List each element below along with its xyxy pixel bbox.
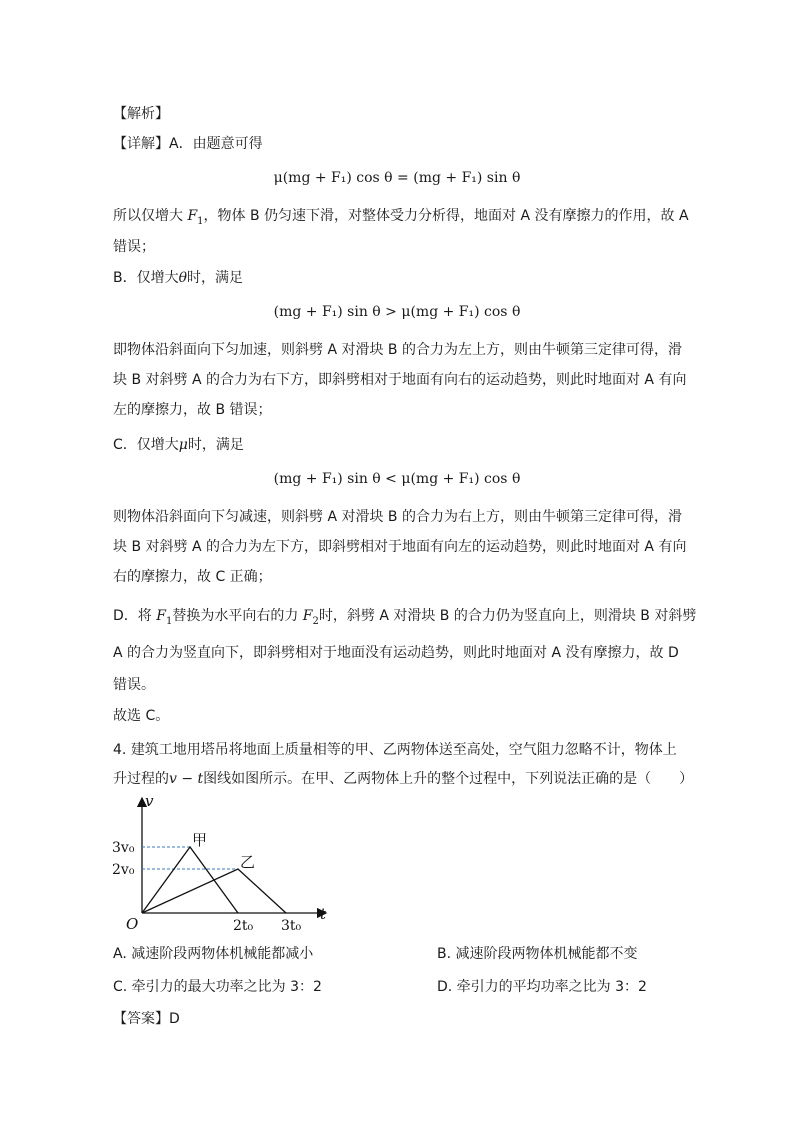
detail-label: 【详解】 (113, 136, 169, 152)
option-d-text-line1: D．将 $F_1$替换为水平向右的力 $F_2$时，斜劈 A 对滑块 B 的合力仍为竖直向上，则滑块 B 对斜劈 (113, 608, 697, 627)
x-tick-label-2: 3t₀ (281, 918, 302, 934)
option-a-intro: A．由题意可得 (169, 136, 263, 152)
theta-symbol: θ (178, 270, 188, 286)
option-d[interactable]: D. 牵引力的平均功率之比为 3：2 (437, 979, 647, 995)
y-tick-label-2: 2v₀ (112, 862, 135, 878)
question-stem-line1: 4. 建筑工地用塔吊将地面上质量相等的甲、乙两物体送至高处，空气阻力忽略不计，物体上 (113, 742, 677, 758)
vt-graph (110, 792, 340, 942)
vt-symbol: v − t (169, 771, 204, 787)
option-c-intro: C．仅增大μ时，满足 (113, 437, 244, 453)
answer: 【答案】D (113, 1011, 180, 1027)
mu-symbol: μ (178, 437, 188, 453)
series-line-2 (142, 869, 286, 913)
option-c-text-line3: 右的摩擦力，故 C 正确； (113, 569, 272, 585)
option-c[interactable]: C. 牵引力的最大功率之比为 3：2 (113, 979, 322, 995)
equation-1: μ(mg + F₁) cos θ = (mg + F₁) sin θ (273, 170, 521, 186)
equation-3: (mg + F₁) sin θ < μ(mg + F₁) cos θ (273, 471, 521, 487)
option-c-text-line2: 块 B 对斜劈 A 的合力为左下方，即斜劈相对于地面有向左的运动趋势，则此时地面对 A 有向 (113, 539, 687, 555)
origin-label: O (126, 915, 139, 933)
x-axis-label: t (320, 905, 327, 923)
option-a[interactable]: A. 减速阶段两物体机械能都减小 (113, 946, 314, 962)
option-a-text-line1: 所以仅增大 $F_1$，物体 B 仍匀速下滑，对整体受力分析得，地面对 A 没有摩擦力的作用，故 A (113, 208, 689, 227)
y-tick-label-1: 3v₀ (112, 840, 135, 856)
f2-symbol: $F_2$ (302, 608, 319, 627)
y-axis-label: v (145, 792, 154, 810)
detail-intro-line (113, 134, 263, 154)
option-b[interactable]: B. 减速阶段两物体机械能都不变 (437, 946, 638, 962)
x-tick-label-1: 2t₀ (233, 918, 254, 934)
option-c-text-line1: 则物体沿斜面向下匀减速，则斜劈 A 对滑块 B 的合力为右上方，则由牛顿第三定律可得，滑 (113, 509, 682, 525)
question-number: 4. (113, 742, 127, 758)
option-a-text-line2: 错误； (113, 239, 155, 255)
option-b-text-line3: 左的摩擦力，故 B 错误； (113, 402, 272, 418)
option-b-intro: B．仅增大θ时，满足 (113, 270, 244, 286)
option-d-text-line3: 错误。 (113, 677, 155, 693)
series-line-1 (142, 847, 238, 913)
series-label-2: 乙 (240, 853, 256, 871)
question-stem-line2: 升过程的v − t图线如图所示。在甲、乙两物体上升的整个过程中，下列说法正确的是（ ） (113, 771, 694, 787)
series-label-1: 甲 (192, 831, 208, 849)
f1-symbol: $F_1$ (187, 208, 204, 227)
option-d-text-line2: A 的合力为竖直向下，即斜劈相对于地面没有运动趋势，则此时地面对 A 没有摩擦力，故 D (113, 645, 679, 661)
analysis-header: 【解析】 (113, 106, 169, 122)
conclusion: 故选 C。 (113, 708, 170, 724)
equation-2: (mg + F₁) sin θ > μ(mg + F₁) cos θ (273, 304, 521, 320)
option-b-text-line2: 块 B 对斜劈 A 的合力为右下方，即斜劈相对于地面有向右的运动趋势，则此时地面对 A 有向 (113, 372, 687, 388)
option-b-text-line1: 即物体沿斜面向下匀加速，则斜劈 A 对滑块 B 的合力为左上方，则由牛顿第三定律可得，滑 (113, 342, 682, 358)
